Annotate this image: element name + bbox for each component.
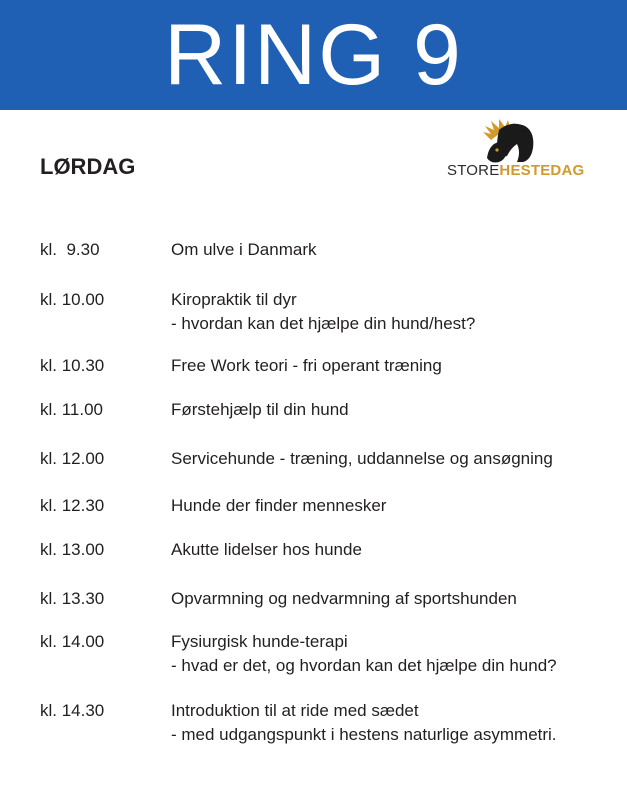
schedule-title: Opvarmning og nedvarmning af sportshunden	[171, 589, 517, 608]
schedule-time: kl. 14.00	[40, 632, 105, 651]
schedule-title: Om ulve i Danmark	[171, 240, 317, 259]
schedule-title: Introduktion til at ride med sædet	[171, 701, 419, 720]
schedule-time: kl. 11.00	[40, 400, 104, 419]
schedule-time: kl. 10.00	[40, 290, 105, 309]
day-heading: LØRDAG	[40, 154, 136, 179]
logo-wordmark	[447, 162, 584, 179]
schedule-title: Free Work teori - fri operant træning	[171, 356, 442, 375]
schedule-time: kl. 10.30	[40, 356, 105, 375]
schedule-time: kl. 13.00	[40, 540, 105, 559]
schedule-time: kl. 9.30	[40, 240, 100, 259]
page-title: RING 9	[164, 7, 463, 103]
schedule-subtitle: - hvordan kan det hjælpe din hund/hest?	[171, 314, 476, 333]
schedule-time: kl. 12.30	[40, 496, 105, 515]
schedule-time: kl. 12.00	[40, 449, 105, 468]
logo-word-hestedag: HESTEDAG	[499, 162, 585, 179]
schedule-time: kl. 13.30	[40, 589, 105, 608]
schedule-title: Akutte lidelser hos hunde	[171, 540, 362, 559]
schedule-title: Fysiurgisk hunde-terapi	[171, 632, 348, 651]
store-hestedag-logo	[447, 118, 612, 182]
schedule-title: Servicehunde - træning, uddannelse og ansøgning	[171, 449, 553, 468]
schedule-subtitle: - hvad er det, og hvordan kan det hjælpe din hund?	[171, 656, 557, 675]
header-banner	[0, 0, 627, 110]
horse-dog-icon	[477, 118, 539, 164]
schedule-subtitle: - med udgangspunkt i hestens naturlige asymmetri.	[171, 725, 557, 744]
schedule-time: kl. 14.30	[40, 701, 105, 720]
schedule-title: Førstehjælp til din hund	[171, 400, 349, 419]
schedule-title: Hunde der finder mennesker	[171, 496, 387, 515]
logo-word-store: STORE	[447, 162, 500, 179]
schedule-title: Kiropraktik til dyr	[171, 290, 297, 309]
